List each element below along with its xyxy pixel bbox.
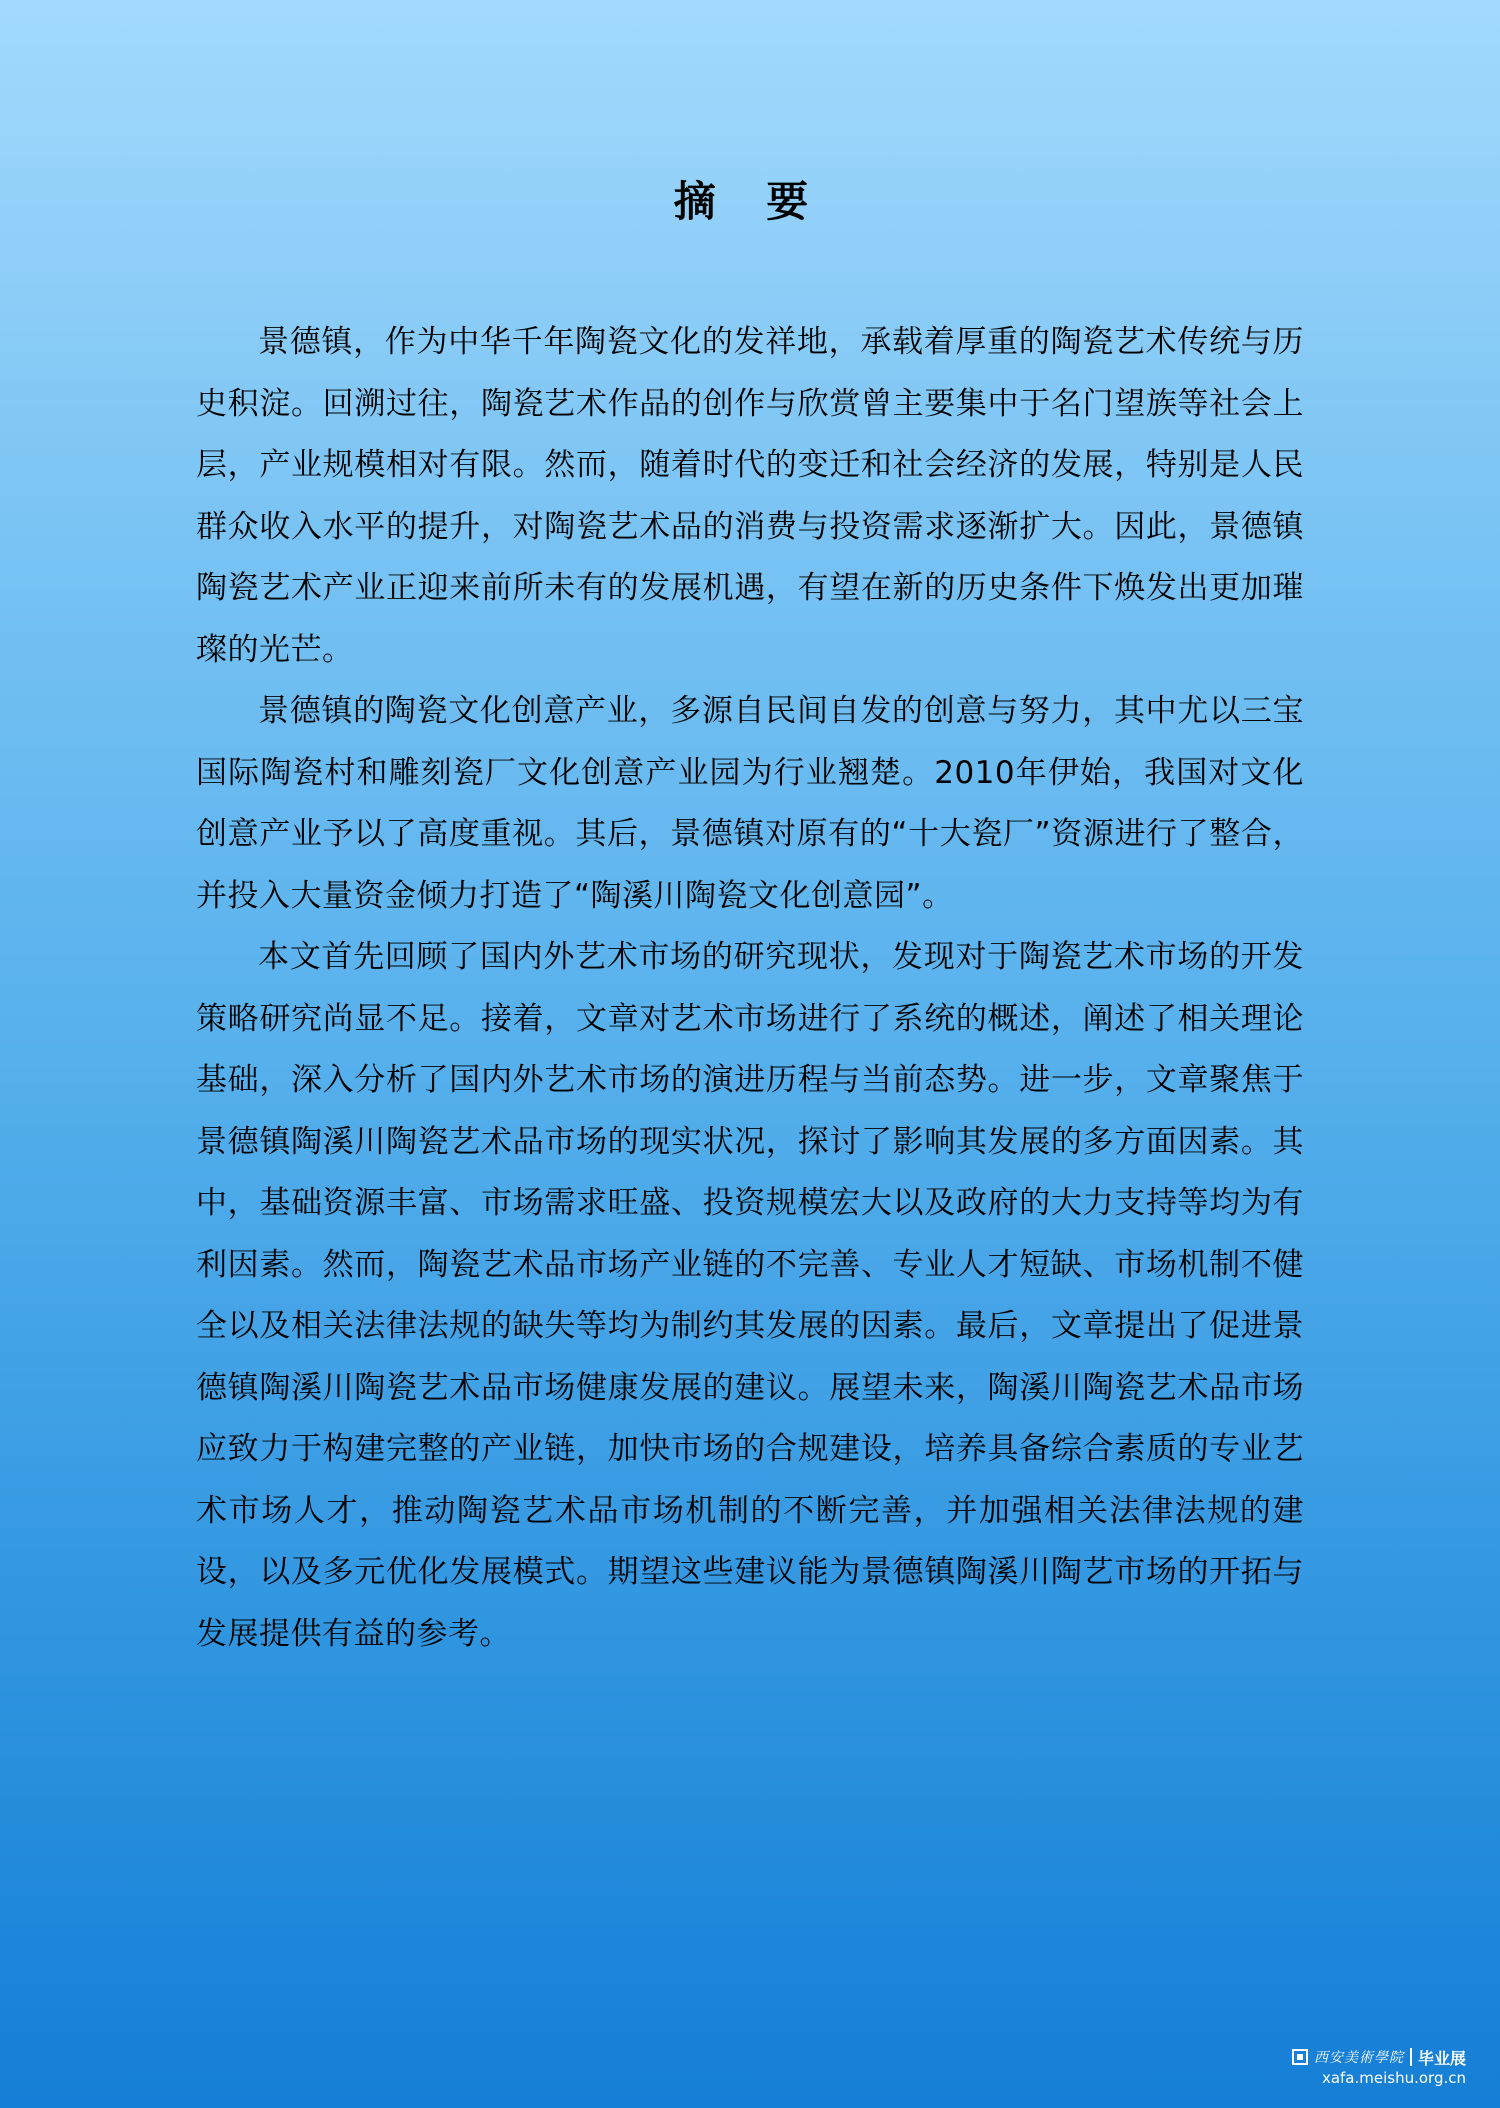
abstract-paragraph-3: 本文首先回顾了国内外艺术市场的研究现状，发现对于陶瓷艺术市场的开发策略研究尚显不足。接着，文章对艺术市场进行了系统的概述，阐述了相关理论基础，深入分析了国内外艺术市场的演进历程与当前态势。进一步，文章聚焦于景德镇陶溪川陶瓷艺术品市场的现实状况，探讨了影响其发展的多方面因素。其中，基础资源丰富、市场需求旺盛、投资规模宏大以及政府的大力支持等均为有利因素。然而，陶瓷艺术品市场产业链的不完善、专业人才短缺、市场机制不健全以及相关法律法规的缺失等均为制约其发展的因素。最后，文章提出了促进景德镇陶溪川陶瓷艺术品市场健康发展的建议。展望未来，陶溪川陶瓷艺术品市场应致力于构建完整的产业链，加快市场的合规建设，培养具备综合素质的专业艺术市场人才，推动陶瓷艺术品市场机制的不断完善，并加强相关法律法规的建设，以及多元优化发展模式。期望这些建议能为景德镇陶溪川陶艺市场的开拓与发展提供有益的参考。 [196, 939, 1304, 1652]
abstract-body [196, 312, 1304, 1665]
abstract-paragraph-2: 景德镇的陶瓷文化创意产业，多源自民间自发的创意与努力，其中尤以三宝国际陶瓷村和雕刻瓷厂文化创意产业园为行业翘楚。2010年伊始，我国对文化创意产业予以了高度重视。其后，景德镇对原有的“十大瓷厂”资源进行了整合，并投入大量资金倾力打造了“陶溪川陶瓷文化创意园”。 [196, 693, 1304, 914]
abstract-title: 摘 要 [673, 177, 827, 226]
site-watermark [1276, 2046, 1466, 2088]
school-logo-icon [1292, 2049, 1308, 2065]
watermark-exhibition-label: 毕业展 [1417, 2048, 1466, 2068]
watermark-url: xafa.meishu.org.cn [1321, 2069, 1466, 2087]
watermark-header [1276, 2046, 1466, 2068]
watermark-divider [1410, 2048, 1412, 2066]
abstract-paragraph-1: 景德镇，作为中华千年陶瓷文化的发祥地，承载着厚重的陶瓷艺术传统与历史积淀。回溯过往，陶瓷艺术作品的创作与欣赏曾主要集中于名门望族等社会上层，产业规模相对有限。然而，随着时代的变迁和社会经济的发展，特别是人民群众收入水平的提升，对陶瓷艺术品的消费与投资需求逐渐扩大。因此，景德镇陶瓷艺术产业正迎来前所未有的发展机遇，有望在新的历史条件下焕发出更加璀璨的光芒。 [196, 324, 1304, 668]
watermark-school-name: 西安美術學院 [1313, 2050, 1404, 2066]
